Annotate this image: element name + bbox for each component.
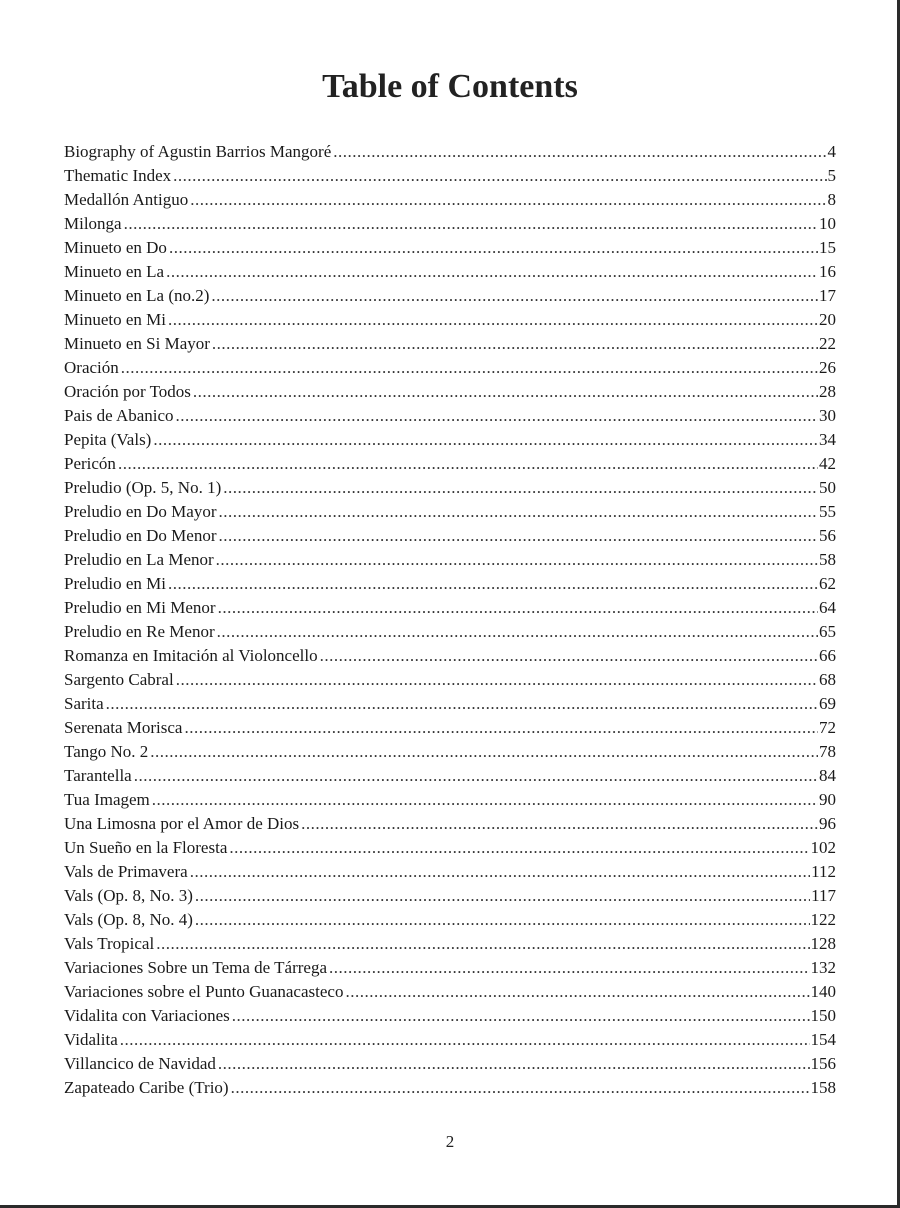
dot-leader — [212, 332, 818, 356]
dot-leader — [223, 476, 818, 500]
toc-entry[interactable] — [64, 1076, 836, 1100]
toc-entry-title: Minueto en La — [64, 262, 165, 281]
dot-leader — [193, 380, 818, 404]
toc-entry-page: 117 — [811, 886, 836, 905]
toc-entry-title: Milonga — [64, 214, 122, 233]
toc-entry[interactable] — [64, 860, 836, 884]
toc-entry-page: 84 — [819, 766, 836, 785]
toc-entry[interactable] — [64, 980, 836, 1004]
toc-entry-title: Villancico de Navidad — [64, 1054, 216, 1073]
toc-entry[interactable] — [64, 428, 836, 452]
toc-entry-title: Serenata Morisca — [64, 718, 183, 737]
toc-entry-title: Sarita — [64, 694, 104, 713]
toc-entry-page: 56 — [819, 526, 836, 545]
toc-entry-page: 69 — [819, 694, 836, 713]
dot-leader — [232, 1004, 810, 1028]
toc-entry[interactable] — [64, 284, 836, 308]
dot-leader — [173, 164, 826, 188]
toc-entry-page: 78 — [819, 742, 836, 761]
toc-entry-page: 158 — [810, 1078, 836, 1097]
toc-entry[interactable] — [64, 644, 836, 668]
toc-entry[interactable] — [64, 572, 836, 596]
dot-leader — [168, 572, 818, 596]
toc-entry-page: 8 — [827, 190, 836, 209]
toc-entry-page: 20 — [819, 310, 836, 329]
toc-entry-page: 16 — [819, 262, 836, 281]
dot-leader — [153, 428, 818, 452]
toc-entry-page: 122 — [810, 910, 836, 929]
toc-entry[interactable] — [64, 140, 836, 164]
toc-entry[interactable] — [64, 380, 836, 404]
toc-entry-page: 102 — [810, 838, 836, 857]
toc-entry-title: Minueto en Do — [64, 238, 167, 257]
toc-entry-page: 154 — [810, 1030, 836, 1049]
toc-entry-page: 156 — [810, 1054, 836, 1073]
dot-leader — [219, 500, 818, 524]
toc-entry-title: Vidalita — [64, 1030, 118, 1049]
toc-entry-page: 112 — [811, 862, 836, 881]
toc-entry-page: 140 — [810, 982, 836, 1001]
toc-entry[interactable] — [64, 308, 836, 332]
toc-entry-title: Zapateado Caribe (Trio) — [64, 1078, 229, 1097]
toc-entry-title: Vals de Primavera — [64, 862, 188, 881]
toc-entry[interactable] — [64, 956, 836, 980]
toc-entry-title: Preludio en Re Menor — [64, 622, 215, 641]
toc-entry-page: 58 — [819, 550, 836, 569]
dot-leader — [134, 764, 818, 788]
toc-entry-title: Variaciones sobre el Punto Guanacasteco — [64, 982, 344, 1001]
toc-entry-page: 64 — [819, 598, 836, 617]
toc-entry-title: Biography of Agustin Barrios Mangoré — [64, 142, 332, 161]
toc-entry[interactable] — [64, 212, 836, 236]
dot-leader — [190, 188, 826, 212]
toc-entry[interactable] — [64, 404, 836, 428]
toc-entry[interactable] — [64, 932, 836, 956]
dot-leader — [195, 908, 810, 932]
toc-entry-title: Pais de Abanico — [64, 406, 174, 425]
toc-entry-title: Tango No. 2 — [64, 742, 149, 761]
dot-leader — [152, 788, 818, 812]
toc-entry-page: 17 — [819, 286, 836, 305]
toc-entry-title: Thematic Index — [64, 166, 172, 185]
toc-entry[interactable] — [64, 188, 836, 212]
dot-leader — [176, 404, 818, 428]
toc-entry-page: 150 — [810, 1006, 836, 1025]
toc-entry-page: 22 — [819, 334, 836, 353]
toc-entry-title: Oración — [64, 358, 119, 377]
toc-entry[interactable] — [64, 596, 836, 620]
toc-entry[interactable] — [64, 620, 836, 644]
toc-entry-title: Preludio en Do Mayor — [64, 502, 217, 521]
toc-entry[interactable] — [64, 884, 836, 908]
toc-entry[interactable] — [64, 716, 836, 740]
toc-entry[interactable] — [64, 164, 836, 188]
toc-entry[interactable] — [64, 260, 836, 284]
toc-entry-page: 66 — [819, 646, 836, 665]
toc-entry-page: 28 — [819, 382, 836, 401]
toc-entry[interactable] — [64, 548, 836, 572]
toc-entry-title: Una Limosna por el Amor de Dios — [64, 814, 300, 833]
toc-entry-title: Preludio en Mi Menor — [64, 598, 216, 617]
toc-entry-title: Un Sueño en la Floresta — [64, 838, 228, 857]
dot-leader — [320, 644, 818, 668]
toc-entry-page: 90 — [819, 790, 836, 809]
dot-leader — [218, 1052, 810, 1076]
dot-leader — [106, 692, 818, 716]
page-title: Table of Contents — [322, 68, 578, 105]
dot-leader — [195, 884, 810, 908]
toc-entry-title: Preludio en Mi — [64, 574, 166, 593]
toc-entry-title: Sargento Cabral — [64, 670, 174, 689]
dot-leader — [184, 716, 818, 740]
page-number: 2 — [445, 1132, 455, 1151]
toc-entry-page: 34 — [819, 430, 836, 449]
dot-leader — [190, 860, 810, 884]
toc-entry-title: Tua Imagem — [64, 790, 150, 809]
toc-entry-title: Minueto en Mi — [64, 310, 166, 329]
toc-entry-title: Vals (Op. 8, No. 3) — [64, 886, 193, 905]
dot-leader — [168, 308, 818, 332]
dot-leader — [216, 548, 818, 572]
toc-entry-title: Vals Tropical — [64, 934, 155, 953]
toc-entry-title: Vidalita con Variaciones — [64, 1006, 230, 1025]
toc-entry[interactable] — [64, 1028, 836, 1052]
toc-entry[interactable] — [64, 836, 836, 860]
toc-entry-title: Preludio en La Menor — [64, 550, 214, 569]
toc-entry-title: Variaciones Sobre un Tema de Tárrega — [64, 958, 327, 977]
dot-leader — [150, 740, 818, 764]
dot-leader — [211, 284, 818, 308]
toc-entry[interactable] — [64, 476, 836, 500]
dot-leader — [118, 452, 818, 476]
toc-entry-title: Oración por Todos — [64, 382, 191, 401]
dot-leader — [169, 236, 818, 260]
toc-entry[interactable] — [64, 740, 836, 764]
toc-entry-page: 128 — [810, 934, 836, 953]
toc-entry-title: Preludio en Do Menor — [64, 526, 217, 545]
toc-entry-page: 30 — [819, 406, 836, 425]
toc-entry[interactable] — [64, 524, 836, 548]
toc-entry[interactable] — [64, 788, 836, 812]
toc-entry[interactable] — [64, 1052, 836, 1076]
toc-entry-page: 65 — [819, 622, 836, 641]
dot-leader — [345, 980, 809, 1004]
dot-leader — [231, 1076, 810, 1100]
toc-entry-page: 96 — [819, 814, 836, 833]
toc-entry-page: 132 — [810, 958, 836, 977]
toc-entry[interactable] — [64, 1004, 836, 1028]
toc-entry-page: 72 — [819, 718, 836, 737]
toc-entry[interactable] — [64, 692, 836, 716]
toc-entry[interactable] — [64, 452, 836, 476]
toc-entry-page: 15 — [819, 238, 836, 257]
toc-entry-page: 55 — [819, 502, 836, 521]
dot-leader — [333, 140, 826, 164]
dot-leader — [121, 356, 818, 380]
toc-entry-page: 42 — [819, 454, 836, 473]
toc-entry[interactable] — [64, 236, 836, 260]
dot-leader — [166, 260, 818, 284]
toc-entry-title: Pepita (Vals) — [64, 430, 152, 449]
toc-entry-page: 50 — [819, 478, 836, 497]
toc-entry[interactable] — [64, 500, 836, 524]
toc-entry-page: 4 — [827, 142, 836, 161]
toc-entry[interactable] — [64, 908, 836, 932]
dot-leader — [120, 1028, 810, 1052]
toc-entry-page: 10 — [819, 214, 836, 233]
toc-entry[interactable] — [64, 332, 836, 356]
toc-entry-title: Minueto en Si Mayor — [64, 334, 210, 353]
dot-leader — [229, 836, 809, 860]
dot-leader — [217, 620, 818, 644]
toc-entry-title: Romanza en Imitación al Violoncello — [64, 646, 318, 665]
table-of-contents — [64, 140, 836, 1100]
dot-leader — [219, 524, 818, 548]
toc-entry-page: 62 — [819, 574, 836, 593]
toc-entry[interactable] — [64, 668, 836, 692]
dot-leader — [176, 668, 818, 692]
toc-entry[interactable] — [64, 812, 836, 836]
dot-leader — [156, 932, 809, 956]
dot-leader — [329, 956, 810, 980]
toc-entry-title: Vals (Op. 8, No. 4) — [64, 910, 193, 929]
dot-leader — [218, 596, 818, 620]
dot-leader — [124, 212, 818, 236]
toc-entry-page: 68 — [819, 670, 836, 689]
toc-entry-title: Medallón Antiguo — [64, 190, 189, 209]
toc-entry-title: Minueto en La (no.2) — [64, 286, 210, 305]
toc-entry[interactable] — [64, 356, 836, 380]
toc-entry-page: 5 — [827, 166, 836, 185]
toc-entry-title: Pericón — [64, 454, 116, 473]
toc-entry-title: Tarantella — [64, 766, 132, 785]
toc-entry[interactable] — [64, 764, 836, 788]
toc-entry-page: 26 — [819, 358, 836, 377]
dot-leader — [301, 812, 818, 836]
toc-entry-title: Preludio (Op. 5, No. 1) — [64, 478, 222, 497]
